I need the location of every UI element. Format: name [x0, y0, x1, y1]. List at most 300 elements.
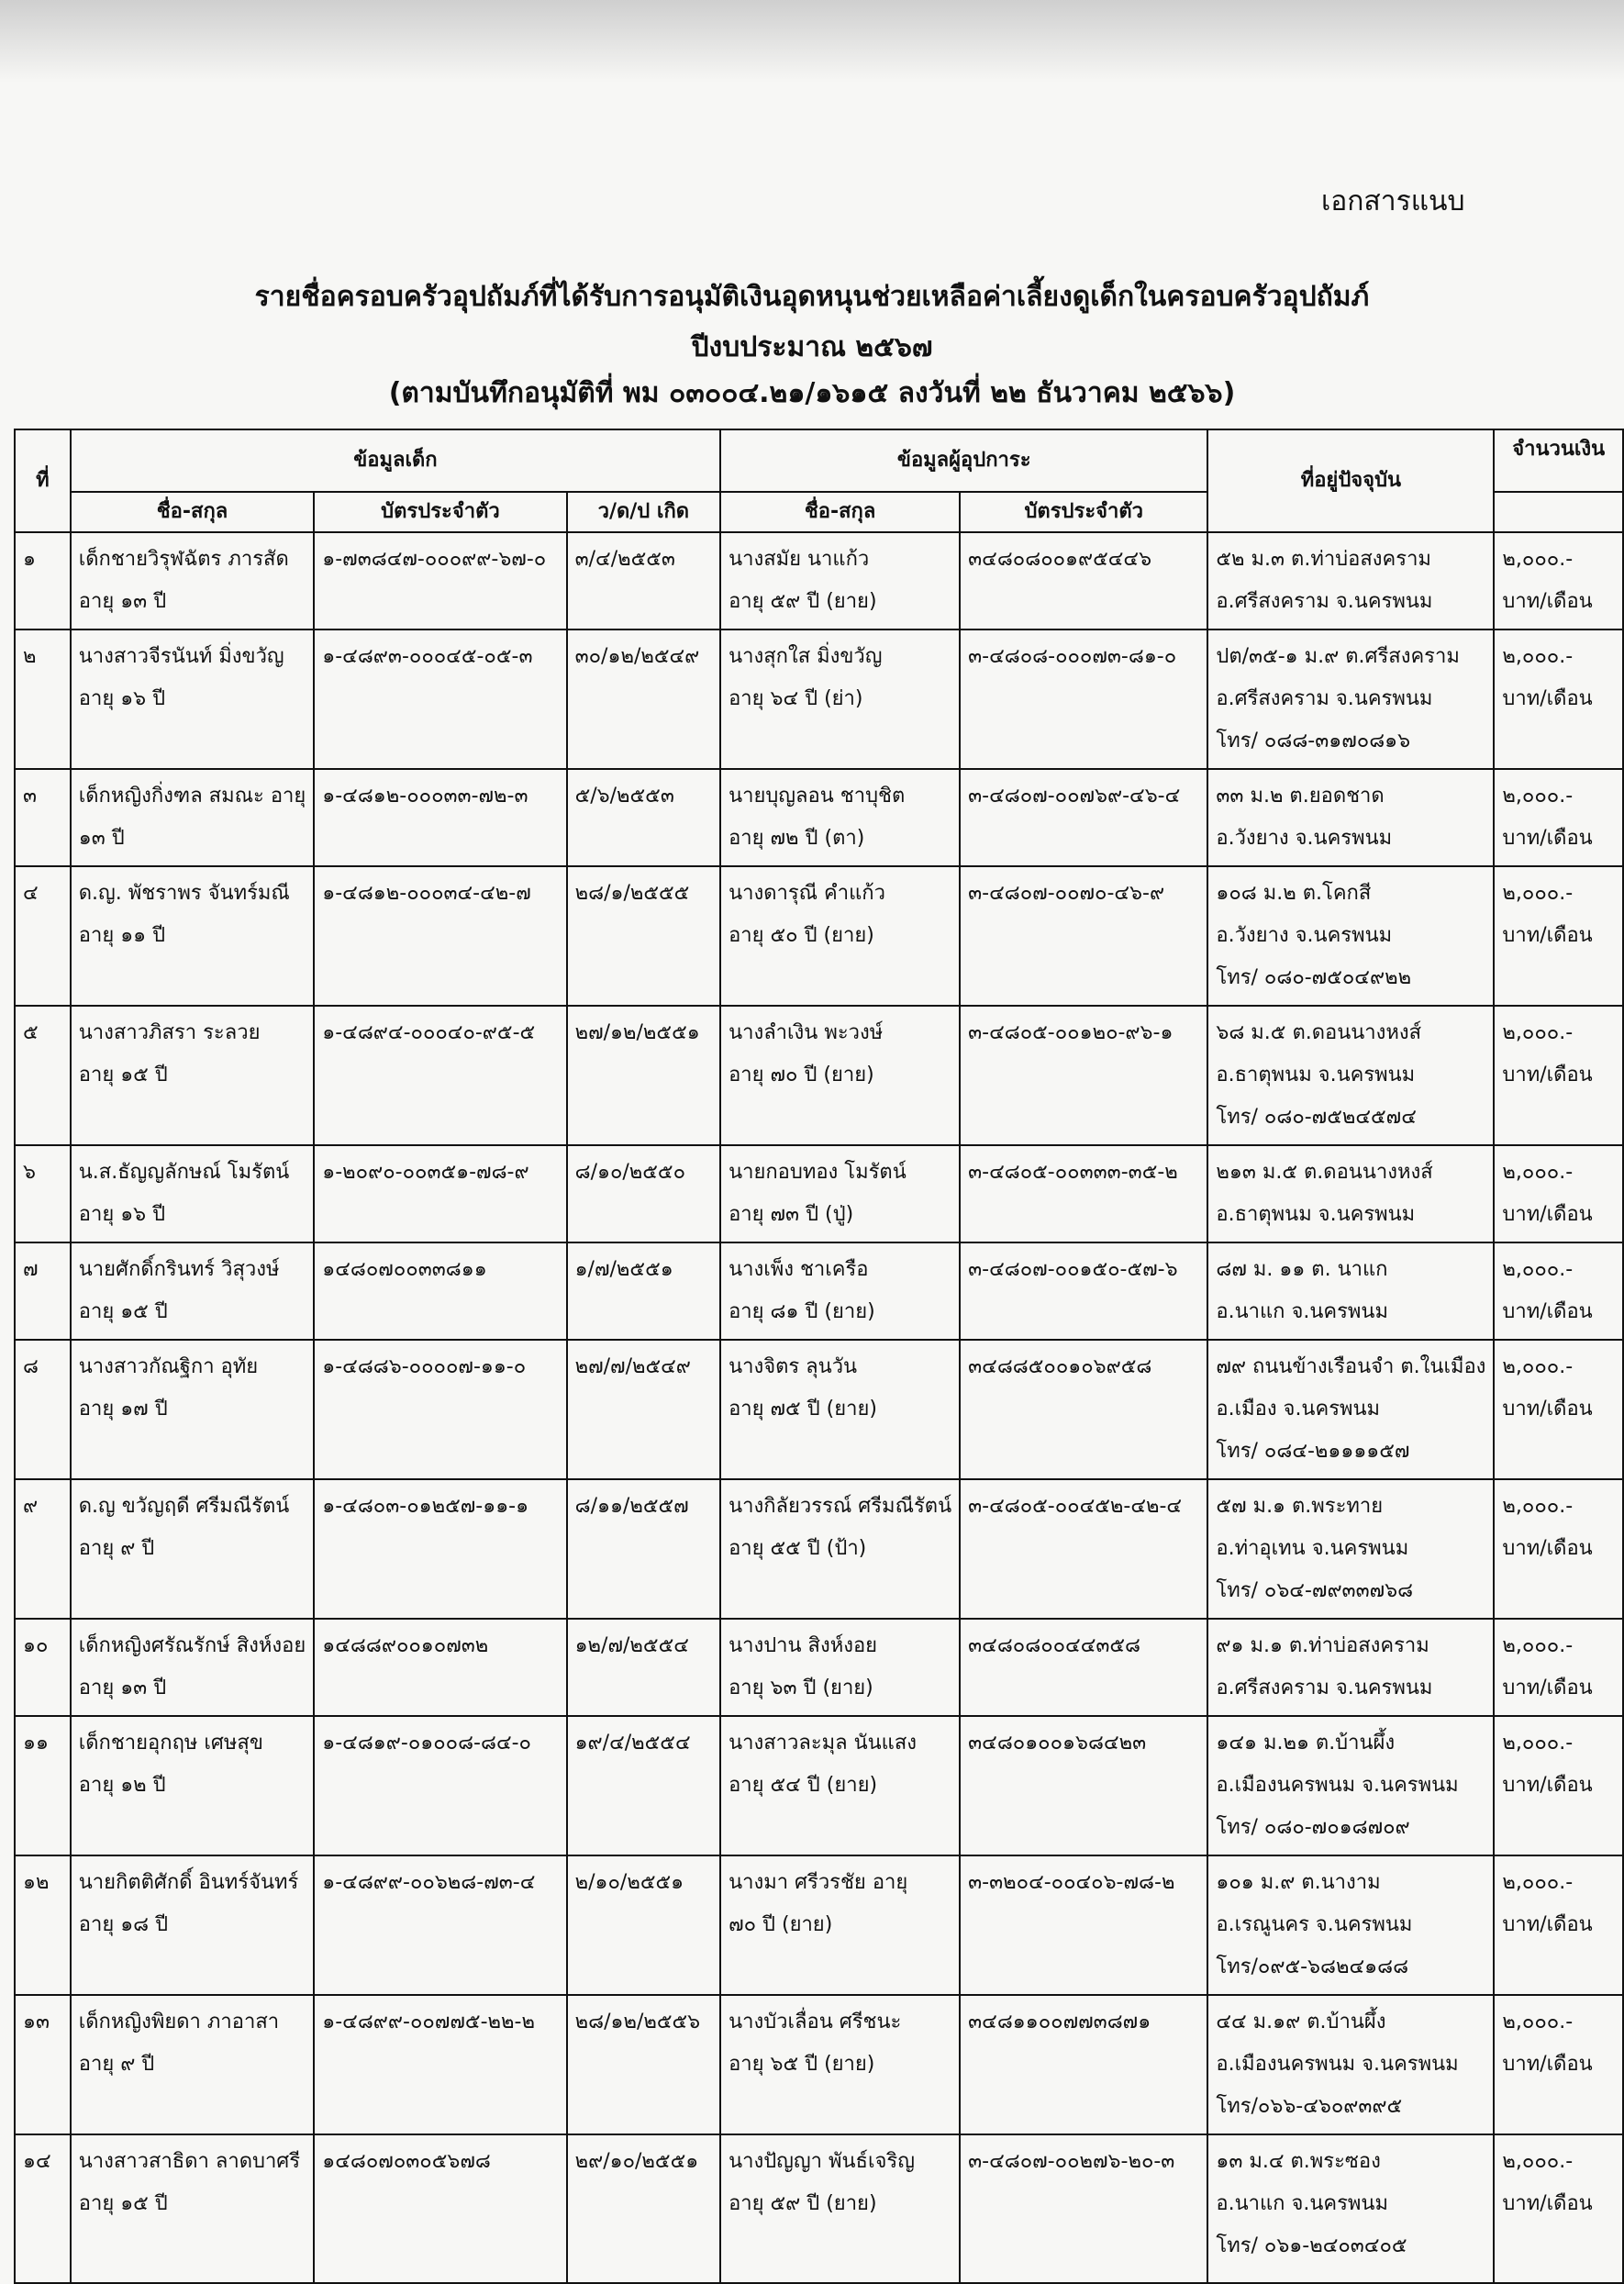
guardian-id-cell: [960, 1619, 1207, 1716]
amount-cell-line: บาท/เดือน: [1502, 2192, 1593, 2215]
guardian-name-cell: [720, 629, 960, 769]
guardian-id-cell-line: ๓-๔๘๐๕-๐๐๔๕๒-๔๒-๔: [968, 1495, 1183, 1518]
child-name-cell-line: อายุ ๑๓ ปี: [78, 590, 167, 613]
child-name-cell-line: อายุ ๑๕ ปี: [78, 1300, 168, 1323]
row-number: [15, 866, 71, 1006]
address-cell-line: ๗๙ ถนนข้างเรือนจำ ต.ในเมือง: [1216, 1355, 1486, 1378]
address-cell-line: ๕๗ ม.๑ ต.พระทาย: [1216, 1495, 1384, 1518]
child-dob-cell: [567, 1855, 720, 1995]
table-row: [15, 2134, 1623, 2283]
amount-cell-line: ๒,๐๐๐.-: [1502, 1871, 1574, 1894]
amount-cell-line: บาท/เดือน: [1502, 924, 1593, 947]
child-id-cell: [314, 532, 566, 629]
guardian-name-cell-line: อายุ ๕๕ ปี (ป้า): [729, 1537, 867, 1560]
table-row: [15, 1242, 1623, 1340]
guardian-id-cell-line: ๓-๔๘๐๗-๐๐๗๖๙-๔๖-๔: [968, 785, 1181, 808]
table-row: [15, 1995, 1623, 2134]
child-name-cell-line: ๑๓ ปี: [78, 827, 125, 850]
row-number-line: ๑๓: [23, 2011, 50, 2033]
child-id-cell: [314, 1995, 566, 2134]
guardian-name-cell-line: นางสมัย นาแก้ว: [729, 548, 870, 571]
amount-cell-line: บาท/เดือน: [1502, 1913, 1593, 1936]
address-cell: [1207, 1340, 1494, 1479]
address-cell-line: ๑๓ ม.๔ ต.พระซอง: [1216, 2150, 1381, 2173]
guardian-id-cell: [960, 532, 1207, 629]
guardian-id-cell: [960, 1006, 1207, 1145]
fiscal-year: ปีงบประมาณ ๒๕๖๗: [691, 331, 933, 363]
amount-cell-line: ๒,๐๐๐.-: [1502, 548, 1574, 571]
guardian-name-cell-line: นายกอบทอง โมรัตน์: [729, 1161, 907, 1184]
guardian-name-cell: [720, 1619, 960, 1716]
child-dob-cell-line: ๑๒/๗/๒๕๕๔: [574, 1634, 689, 1657]
child-dob-cell-line: ๓/๔/๒๕๕๓: [574, 548, 675, 571]
address-cell-line: โทร/๐๙๕-๖๘๒๔๑๘๘: [1216, 1955, 1409, 1978]
table-row: [15, 769, 1623, 866]
guardian-name-cell-line: อายุ ๗๐ ปี (ยาย): [729, 1064, 874, 1086]
child-name-cell-line: อายุ ๑๖ ปี: [78, 687, 166, 710]
guardian-name-cell: [720, 1145, 960, 1242]
child-id-cell-line: ๑๔๘๐๗๐๐๓๓๘๑๑: [322, 1258, 487, 1281]
guardian-id-cell: [960, 1479, 1207, 1619]
child-dob-cell-line: ๕/๖/๒๕๕๓: [574, 785, 674, 808]
row-number: [15, 769, 71, 866]
child-dob-cell-line: ๘/๑๐/๒๕๕๐: [574, 1161, 686, 1184]
amount-cell-line: ๒,๐๐๐.-: [1502, 1495, 1574, 1518]
guardian-name-cell: [720, 1340, 960, 1479]
approval-reference: (ตามบันทึกอนุมัติที่ พม ๐๓๐๐๔.๒๑/๑๖๑๕ ลงวันที่ ๒๒ ธันวาคม ๒๕๖๖): [388, 377, 1236, 409]
guardian-name-cell: [720, 532, 960, 629]
amount-cell-line: ๒,๐๐๐.-: [1502, 1732, 1574, 1755]
address-cell-line: ๑๐๑ ม.๙ ต.นางาม: [1216, 1871, 1381, 1894]
header-no: ที่: [15, 429, 71, 532]
guardian-name-cell-line: นางกิลัยวรรณ์ ศรีมณีรัตน์: [729, 1495, 952, 1518]
child-name-cell: [71, 1479, 315, 1619]
table-row: [15, 1619, 1623, 1716]
row-number-line: ๙: [23, 1495, 39, 1518]
address-cell-line: อ.ท่าอุเทน จ.นครพนม: [1216, 1537, 1409, 1560]
child-id-cell: [314, 1242, 566, 1340]
address-cell-line: ๘๗ ม. ๑๑ ต. นาแก: [1216, 1258, 1388, 1281]
attachment-label: เอกสารแนบ: [1321, 185, 1465, 217]
guardian-name-cell: [720, 1242, 960, 1340]
header-guardian-id: บัตรประจำตัว: [960, 492, 1207, 532]
guardian-name-cell-line: อายุ ๕๐ ปี (ยาย): [729, 924, 874, 947]
child-name-cell-line: เด็กหญิงพิยดา ภาอาสา: [78, 2011, 280, 2033]
address-cell-line: อ.ศรีสงคราม จ.นครพนม: [1216, 687, 1433, 710]
row-number-line: ๑๑: [23, 1732, 49, 1755]
address-cell-line: ปต/๓๕-๑ ม.๙ ต.ศรีสงคราม: [1216, 645, 1460, 668]
row-number: [15, 1855, 71, 1995]
child-id-cell: [314, 2134, 566, 2283]
header-guardian-name: ชื่อ-สกุล: [720, 492, 960, 532]
address-cell: [1207, 2134, 1494, 2283]
address-cell-line: โทร/ ๐๘๔-๒๑๑๑๑๕๗: [1216, 1440, 1410, 1463]
amount-cell: [1494, 1995, 1623, 2134]
amount-cell-line: บาท/เดือน: [1502, 687, 1593, 710]
child-name-cell-line: ด.ญ. พัชราพร จันทร์มณี: [78, 882, 290, 905]
amount-cell: [1494, 1145, 1623, 1242]
guardian-name-cell-line: นางบัวเลื่อน ศรีชนะ: [729, 2011, 902, 2033]
amount-cell-line: บาท/เดือน: [1502, 1774, 1593, 1797]
child-id-cell-line: ๑-๔๘๙๔-๐๐๐๔๐-๙๕-๕: [322, 1021, 536, 1044]
child-id-cell-line: ๑-๔๘๑๙-๐๑๐๐๘-๘๔-๐: [322, 1732, 531, 1755]
amount-cell-line: ๒,๐๐๐.-: [1502, 785, 1574, 808]
address-cell-line: โทร/๐๖๖-๔๖๐๙๓๙๕: [1216, 2095, 1403, 2118]
child-name-cell-line: เด็กชายอุกฤษ เศษสุข: [78, 1732, 263, 1755]
amount-cell: [1494, 1479, 1623, 1619]
guardian-id-cell: [960, 1855, 1207, 1995]
child-id-cell-line: ๑-๔๘๑๒-๐๐๐๓๔-๔๒-๗: [322, 882, 531, 905]
table-row: [15, 1479, 1623, 1619]
address-cell: [1207, 1995, 1494, 2134]
child-name-cell-line: นายกิตติศักดิ์ อินทร์จันทร์: [78, 1871, 299, 1894]
guardian-id-cell: [960, 1145, 1207, 1242]
guardian-name-cell: [720, 769, 960, 866]
child-id-cell-line: ๑-๗๓๘๔๗-๐๐๐๙๙-๖๗-๐: [322, 548, 547, 571]
amount-cell-line: ๒,๐๐๐.-: [1502, 882, 1574, 905]
child-name-cell: [71, 1716, 315, 1855]
row-number: [15, 1479, 71, 1619]
child-id-cell: [314, 1479, 566, 1619]
address-cell: [1207, 769, 1494, 866]
address-cell-line: ๔๔ ม.๑๙ ต.บ้านผึ้ง: [1216, 2011, 1386, 2033]
child-dob-cell-line: ๘/๑๑/๒๕๕๗: [574, 1495, 689, 1518]
table-row: [15, 1340, 1623, 1479]
address-cell-line: โทร/ ๐๖๑-๒๔๐๓๔๐๕: [1216, 2234, 1407, 2257]
row-number-line: ๑๔: [23, 2150, 51, 2173]
row-number-line: ๘: [23, 1355, 39, 1378]
child-dob-cell: [567, 1619, 720, 1716]
guardian-name-cell-line: อายุ ๗๓ ปี (ปู่): [729, 1203, 854, 1226]
address-cell-line: ๕๒ ม.๓ ต.ท่าบ่อสงคราม: [1216, 548, 1431, 571]
address-cell-line: อ.เมือง จ.นครพนม: [1216, 1398, 1381, 1421]
row-number-line: ๑๐: [23, 1634, 49, 1657]
amount-cell-line: บาท/เดือน: [1502, 1300, 1593, 1323]
foster-family-table: [14, 429, 1624, 2284]
child-dob-cell: [567, 1242, 720, 1340]
child-name-cell-line: นางสาวสาธิดา ลาดบาศรี: [78, 2150, 301, 2173]
child-dob-cell-line: ๑/๗/๒๕๕๑: [574, 1258, 673, 1281]
amount-cell: [1494, 1716, 1623, 1855]
row-number: [15, 1716, 71, 1855]
row-number-line: ๒: [23, 645, 37, 668]
address-cell-line: อ.เรณูนคร จ.นครพนม: [1216, 1913, 1413, 1936]
address-cell-line: ๒๑๓ ม.๕ ต.ดอนนางหงส์: [1216, 1161, 1433, 1184]
child-name-cell-line: อายุ ๑๕ ปี: [78, 1064, 168, 1086]
child-name-cell: [71, 1340, 315, 1479]
address-cell: [1207, 1479, 1494, 1619]
guardian-id-cell-line: ๓-๓๒๐๔-๐๐๔๐๖-๗๘-๒: [968, 1871, 1175, 1894]
row-number-line: ๖: [23, 1161, 36, 1184]
amount-cell: [1494, 1619, 1623, 1716]
child-dob-cell-line: ๒๗/๑๒/๒๕๕๑: [574, 1021, 700, 1044]
amount-cell-line: บาท/เดือน: [1502, 1398, 1593, 1421]
child-dob-cell-line: ๒๗/๗/๒๕๔๙: [574, 1355, 691, 1378]
guardian-id-cell: [960, 1716, 1207, 1855]
child-id-cell-line: ๑-๒๐๙๐-๐๐๓๕๑-๗๘-๙: [322, 1161, 529, 1184]
header-amount: จำนวนเงิน: [1494, 429, 1623, 492]
guardian-id-cell: [960, 1340, 1207, 1479]
amount-cell-line: ๒,๐๐๐.-: [1502, 1258, 1574, 1281]
header-guardian-info: ข้อมูลผู้อุปการะ: [720, 429, 1207, 492]
child-name-cell: [71, 1242, 315, 1340]
address-cell: [1207, 532, 1494, 629]
row-number-line: ๓: [23, 785, 38, 808]
guardian-id-cell: [960, 1242, 1207, 1340]
row-number: [15, 1340, 71, 1479]
row-number-line: ๗: [23, 1258, 39, 1281]
address-cell: [1207, 1716, 1494, 1855]
amount-cell: [1494, 1242, 1623, 1340]
child-id-cell: [314, 866, 566, 1006]
amount-cell-line: ๒,๐๐๐.-: [1502, 1634, 1574, 1657]
row-number-line: ๔: [23, 882, 39, 905]
address-cell-line: อ.วังยาง จ.นครพนม: [1216, 924, 1393, 947]
child-id-cell-line: ๑-๔๘๘๖-๐๐๐๐๗-๑๑-๐: [322, 1355, 527, 1378]
child-name-cell-line: น.ส.ธัญญลักษณ์ โมรัตน์: [78, 1161, 290, 1184]
child-name-cell-line: อายุ ๑๖ ปี: [78, 1203, 166, 1226]
guardian-name-cell-line: อายุ ๕๔ ปี (ยาย): [729, 1774, 878, 1797]
amount-cell-line: บาท/เดือน: [1502, 1064, 1593, 1086]
row-number: [15, 1619, 71, 1716]
amount-cell-line: ๒,๐๐๐.-: [1502, 1355, 1574, 1378]
address-cell-line: อ.ธาตุพนม จ.นครพนม: [1216, 1203, 1416, 1226]
amount-cell-line: ๒,๐๐๐.-: [1502, 1021, 1574, 1044]
guardian-id-cell-line: ๓-๔๘๐๗-๐๐๗๐-๔๖-๙: [968, 882, 1165, 905]
child-name-cell: [71, 532, 315, 629]
address-cell-line: โทร/ ๐๘๐-๗๐๑๘๗๐๙: [1216, 1816, 1410, 1839]
child-id-cell-line: ๑๔๘๐๗๐๓๐๕๖๗๘: [322, 2150, 491, 2173]
guardian-name-cell: [720, 1479, 960, 1619]
amount-cell: [1494, 866, 1623, 1006]
amount-cell: [1494, 629, 1623, 769]
address-cell-line: อ.เมืองนครพนม จ.นครพนม: [1216, 2053, 1459, 2076]
child-id-cell-line: ๑๔๘๘๙๐๐๑๐๗๓๒: [322, 1634, 489, 1657]
guardian-id-cell: [960, 2134, 1207, 2283]
guardian-name-cell-line: อายุ ๗๒ ปี (ตา): [729, 827, 865, 850]
child-name-cell-line: อายุ ๑๓ ปี: [78, 1677, 167, 1699]
child-dob-cell: [567, 629, 720, 769]
guardian-name-cell-line: อายุ ๖๕ ปี (ยาย): [729, 2053, 875, 2076]
guardian-id-cell-line: ๓-๔๘๐๗-๐๐๑๕๐-๕๗-๖: [968, 1258, 1178, 1281]
address-cell: [1207, 1006, 1494, 1145]
child-id-cell-line: ๑-๔๘๙๙-๐๐๗๗๕-๒๒-๒: [322, 2011, 535, 2033]
table-row: [15, 866, 1623, 1006]
guardian-name-cell-line: นางเพ็ง ชาเครือ: [729, 1258, 869, 1281]
child-id-cell: [314, 1006, 566, 1145]
child-dob-cell: [567, 1716, 720, 1855]
guardian-id-cell-line: ๓-๔๘๐๕-๐๐๑๒๐-๙๖-๑: [968, 1021, 1174, 1044]
guardian-name-cell-line: อายุ ๕๙ ปี (ยาย): [729, 2192, 877, 2215]
child-name-cell-line: เด็กหญิงกิ่งฑล สมณะ อายุ: [78, 785, 306, 808]
address-cell-line: อ.ศรีสงคราม จ.นครพนม: [1216, 1677, 1433, 1699]
row-number: [15, 2134, 71, 2283]
child-name-cell: [71, 1145, 315, 1242]
amount-cell-line: ๒,๐๐๐.-: [1502, 1161, 1574, 1184]
address-cell: [1207, 866, 1494, 1006]
table-row: [15, 1855, 1623, 1995]
guardian-name-cell-line: อายุ ๘๑ ปี (ยาย): [729, 1300, 875, 1323]
child-id-cell-line: ๑-๔๘๙๓-๐๐๐๔๕-๐๕-๓: [322, 645, 533, 668]
amount-cell: [1494, 1006, 1623, 1145]
child-name-cell-line: อายุ ๑๕ ปี: [78, 2192, 168, 2215]
child-name-cell-line: นางสาวกัณฐิกา อุทัย: [78, 1355, 259, 1378]
child-dob-cell: [567, 2134, 720, 2283]
row-number: [15, 1145, 71, 1242]
guardian-name-cell: [720, 1855, 960, 1995]
amount-cell: [1494, 532, 1623, 629]
table-row: [15, 1006, 1623, 1145]
guardian-name-cell-line: นางปาน สิงห์งอย: [729, 1634, 878, 1657]
amount-cell-line: ๒,๐๐๐.-: [1502, 645, 1574, 668]
amount-cell-line: บาท/เดือน: [1502, 827, 1593, 850]
child-dob-cell-line: ๒๘/๑/๒๕๕๕: [574, 882, 690, 905]
row-number-line: ๑: [23, 548, 36, 571]
table-row: [15, 1716, 1623, 1855]
amount-cell-line: ๒,๐๐๐.-: [1502, 2150, 1574, 2173]
table-row: [15, 532, 1623, 629]
guardian-name-cell-line: อายุ ๕๙ ปี (ยาย): [729, 590, 877, 613]
guardian-name-cell-line: อายุ ๗๕ ปี (ยาย): [729, 1398, 877, 1421]
child-name-cell: [71, 769, 315, 866]
guardian-name-cell: [720, 866, 960, 1006]
amount-cell-line: บาท/เดือน: [1502, 1203, 1593, 1226]
address-cell-line: อ.วังยาง จ.นครพนม: [1216, 827, 1393, 850]
guardian-name-cell: [720, 1716, 960, 1855]
guardian-id-cell-line: ๓-๔๘๐๕-๐๐๓๓๓-๓๕-๒: [968, 1161, 1178, 1184]
address-cell-line: ๓๓ ม.๒ ต.ยอดชาด: [1216, 785, 1385, 808]
address-cell: [1207, 1855, 1494, 1995]
child-id-cell: [314, 629, 566, 769]
child-name-cell-line: นางสาวจีรนันท์ มิ่งขวัญ: [78, 645, 284, 668]
child-dob-cell-line: ๓๐/๑๒/๒๕๔๙: [574, 645, 700, 668]
guardian-id-cell: [960, 629, 1207, 769]
child-name-cell-line: อายุ ๑๘ ปี: [78, 1913, 169, 1936]
child-name-cell: [71, 2134, 315, 2283]
child-name-cell: [71, 1619, 315, 1716]
guardian-name-cell-line: นางลำเงิน พะวงษ์: [729, 1021, 884, 1044]
guardian-id-cell-line: ๓-๔๘๐๗-๐๐๒๗๖-๒๐-๓: [968, 2150, 1175, 2173]
child-dob-cell-line: ๒๘/๑๒/๒๕๕๖: [574, 2011, 701, 2033]
guardian-id-cell-line: ๓๔๘๐๘๐๐๑๙๕๔๔๖: [968, 548, 1152, 571]
guardian-name-cell: [720, 1006, 960, 1145]
guardian-name-cell: [720, 1995, 960, 2134]
child-dob-cell: [567, 769, 720, 866]
row-number: [15, 1995, 71, 2134]
row-number-line: ๑๒: [23, 1871, 50, 1894]
amount-cell-line: บาท/เดือน: [1502, 590, 1593, 613]
table-body: [15, 532, 1623, 2283]
child-name-cell: [71, 866, 315, 1006]
amount-cell-line: บาท/เดือน: [1502, 1677, 1593, 1699]
guardian-id-cell-line: ๓๔๘๑๑๐๐๗๗๓๘๗๑: [968, 2011, 1151, 2033]
child-dob-cell-line: ๒/๑๐/๒๕๕๑: [574, 1871, 684, 1894]
child-name-cell-line: เด็กชายวิรุฬฉัตร ภารสัด: [78, 548, 289, 571]
header-child-id: บัตรประจำตัว: [314, 492, 566, 532]
child-name-cell: [71, 629, 315, 769]
guardian-name-cell-line: นางสาวละมุล นันแสง: [729, 1732, 918, 1755]
row-number-line: ๕: [23, 1021, 39, 1044]
guardian-id-cell: [960, 866, 1207, 1006]
address-cell-line: ๑๔๑ ม.๒๑ ต.บ้านผึ้ง: [1216, 1732, 1396, 1755]
child-name-cell-line: นายศักดิ์กรินทร์ วิสุวงษ์: [78, 1258, 280, 1281]
guardian-name-cell-line: นางปัญญา พันธ์เจริญ: [729, 2150, 915, 2173]
amount-cell: [1494, 1340, 1623, 1479]
guardian-name-cell-line: ๗๐ ปี (ยาย): [729, 1913, 833, 1936]
child-name-cell: [71, 1995, 315, 2134]
address-cell-line: อ.นาแก จ.นครพนม: [1216, 1300, 1388, 1323]
header-address: ที่อยู่ปัจจุบัน: [1207, 429, 1494, 532]
address-cell-line: โทร/ ๐๘๐-๗๕๐๔๙๒๒: [1216, 966, 1412, 989]
child-dob-cell-line: ๑๙/๔/๒๕๕๔: [574, 1732, 691, 1755]
child-id-cell-line: ๑-๔๘๑๒-๐๐๐๓๓-๗๒-๓: [322, 785, 528, 808]
child-name-cell-line: อายุ ๑๗ ปี: [78, 1398, 168, 1421]
child-dob-cell: [567, 1145, 720, 1242]
guardian-id-cell-line: ๓๔๘๘๕๐๐๑๐๖๙๕๘: [968, 1355, 1152, 1378]
address-cell-line: โทร/ ๐๘๐-๗๕๒๔๕๗๔: [1216, 1106, 1417, 1129]
document-title: รายชื่อครอบครัวอุปถัมภ์ที่ได้รับการอนุมัติเงินอุดหนุนช่วยเหลือค่าเลี้ยงดูเด็กในครอบครัวอุปถัมภ์: [254, 281, 1370, 313]
address-cell: [1207, 629, 1494, 769]
row-number: [15, 1242, 71, 1340]
header-child-dob: ว/ด/ป เกิด: [567, 492, 720, 532]
amount-cell-line: บาท/เดือน: [1502, 1537, 1593, 1560]
guardian-name-cell-line: นางจิตร ลุนวัน: [729, 1355, 858, 1378]
child-name-cell: [71, 1006, 315, 1145]
guardian-name-cell-line: นางดารุณี คำแก้ว: [729, 882, 885, 905]
amount-cell-line: ๒,๐๐๐.-: [1502, 2011, 1574, 2033]
child-dob-cell: [567, 866, 720, 1006]
child-name-cell-line: อายุ ๑๑ ปี: [78, 924, 166, 947]
guardian-name-cell-line: นางมา ศรีวรชัย อายุ: [729, 1871, 908, 1894]
address-cell-line: ๖๘ ม.๕ ต.ดอนนางหงส์: [1216, 1021, 1422, 1044]
amount-cell: [1494, 1855, 1623, 1995]
child-dob-cell: [567, 1006, 720, 1145]
child-dob-cell: [567, 1340, 720, 1479]
guardian-name-cell-line: อายุ ๖๔ ปี (ย่า): [729, 687, 863, 710]
address-cell-line: ๙๑ ม.๑ ต.ท่าบ่อสงคราม: [1216, 1634, 1429, 1657]
child-dob-cell: [567, 1995, 720, 2134]
table-row: [15, 1145, 1623, 1242]
child-id-cell: [314, 1855, 566, 1995]
address-cell-line: โทร/ ๐๘๘-๓๑๗๐๘๑๖: [1216, 730, 1411, 752]
header-child-name: ชื่อ-สกุล: [71, 492, 315, 532]
child-id-cell-line: ๑-๔๘๐๓-๐๑๒๕๗-๑๑-๑: [322, 1495, 529, 1518]
header-child-info: ข้อมูลเด็ก: [71, 429, 720, 492]
child-id-cell: [314, 1716, 566, 1855]
guardian-id-cell: [960, 1995, 1207, 2134]
child-dob-cell-line: ๒๙/๑๐/๒๕๕๑: [574, 2150, 699, 2173]
header-amount-blank: [1494, 492, 1623, 532]
child-dob-cell: [567, 532, 720, 629]
child-name-cell-line: ด.ญ ขวัญฤดี ศรีมณีรัตน์: [78, 1495, 290, 1518]
guardian-name-cell-line: อายุ ๖๓ ปี (ยาย): [729, 1677, 873, 1699]
address-cell-line: อ.ศรีสงคราม จ.นครพนม: [1216, 590, 1433, 613]
address-cell-line: อ.เมืองนครพนม จ.นครพนม: [1216, 1774, 1459, 1797]
address-cell-line: อ.ธาตุพนม จ.นครพนม: [1216, 1064, 1416, 1086]
child-name-cell-line: อายุ ๙ ปี: [78, 1537, 155, 1560]
row-number: [15, 1006, 71, 1145]
address-cell-line: อ.นาแก จ.นครพนม: [1216, 2192, 1388, 2215]
guardian-name-cell-line: นางสุกใส มิ่งขวัญ: [729, 645, 883, 668]
amount-cell: [1494, 2134, 1623, 2283]
address-cell-line: โทร/ ๐๖๔-๗๙๓๓๗๖๘: [1216, 1579, 1414, 1602]
guardian-id-cell-line: ๓๔๘๐๘๐๐๔๔๓๕๘: [968, 1634, 1141, 1657]
child-id-cell-line: ๑-๔๘๙๙-๐๐๖๒๘-๗๓-๔: [322, 1871, 536, 1894]
address-cell: [1207, 1145, 1494, 1242]
child-name-cell-line: อายุ ๙ ปี: [78, 2053, 155, 2076]
guardian-id-cell-line: ๓-๔๘๐๘-๐๐๐๗๓-๘๑-๐: [968, 645, 1177, 668]
guardian-name-cell: [720, 2134, 960, 2283]
